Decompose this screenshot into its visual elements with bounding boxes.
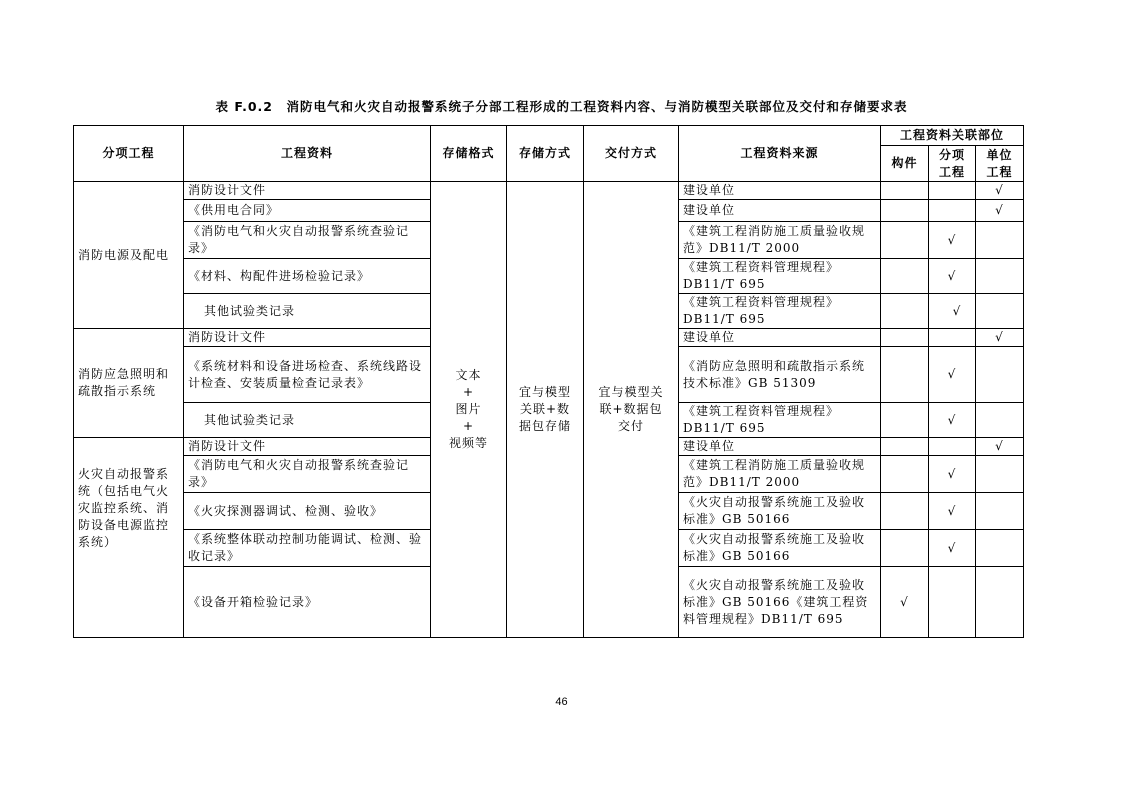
header-unit: 单位工程 bbox=[976, 146, 1024, 182]
material-cell: 消防设计文件 bbox=[184, 438, 431, 456]
group-name: 消防电源及配电 bbox=[74, 182, 184, 329]
sub-item-check: √ bbox=[929, 347, 976, 403]
material-cell: 消防设计文件 bbox=[184, 329, 431, 347]
header-assoc: 工程资料关联部位 bbox=[881, 126, 1024, 146]
page-number: 46 bbox=[555, 696, 568, 708]
source-cell: 《建筑工程资料管理规程》DB11/T 695 bbox=[679, 403, 881, 438]
header-material: 工程资料 bbox=[184, 126, 431, 182]
header-item: 分项工程 bbox=[74, 126, 184, 182]
source-cell: 《火灾自动报警系统施工及验收标准》GB 50166 bbox=[679, 530, 881, 567]
material-cell: 《系统材料和设备进场检查、系统线路设计检查、安装质量检查记录表》 bbox=[184, 347, 431, 403]
sub-item-check: √ bbox=[929, 294, 976, 329]
unit-check: √ bbox=[976, 182, 1024, 200]
group-name: 火灾自动报警系统（包括电气火灾监控系统、消防设备电源监控系统） bbox=[74, 438, 184, 638]
format-line: 文本 bbox=[455, 368, 482, 382]
material-cell: 《火灾探测器调试、检测、验收》 bbox=[184, 493, 431, 530]
header-format: 存储格式 bbox=[431, 126, 507, 182]
storage-line: 宜与模型 bbox=[518, 385, 571, 399]
header-component: 构件 bbox=[881, 146, 929, 182]
source-cell: 《建筑工程消防施工质量验收规范》DB11/T 2000 bbox=[679, 456, 881, 493]
sub-item-check: √ bbox=[929, 530, 976, 567]
header-storage: 存储方式 bbox=[507, 126, 584, 182]
shared-delivery bbox=[584, 182, 679, 638]
shared-storage bbox=[507, 182, 584, 638]
sub-item-check: √ bbox=[929, 403, 976, 438]
source-cell: 建设单位 bbox=[679, 182, 881, 200]
delivery-line: 宜与模型关 bbox=[598, 385, 664, 399]
source-cell: 《建筑工程资料管理规程》DB11/T 695 bbox=[679, 294, 881, 329]
source-cell: 建设单位 bbox=[679, 329, 881, 347]
header-delivery: 交付方式 bbox=[584, 126, 679, 182]
table-title: 表 F.0.2 消防电气和火灾自动报警系统子分部工程形成的工程资料内容、与消防模型关联部位及交付和存储要求表 bbox=[215, 99, 908, 114]
material-cell: 《系统整体联动控制功能调试、检测、验收记录》 bbox=[184, 530, 431, 567]
material-cell: 其他试验类记录 bbox=[184, 294, 431, 329]
format-line: + bbox=[462, 385, 475, 399]
material-cell: 《消防电气和火灾自动报警系统查验记录》 bbox=[184, 456, 431, 493]
source-cell: 《建筑工程消防施工质量验收规范》DB11/T 2000 bbox=[679, 222, 881, 259]
component-check: √ bbox=[881, 567, 929, 638]
material-cell: 《供用电合同》 bbox=[184, 200, 431, 222]
unit-check: √ bbox=[976, 329, 1024, 347]
source-cell: 《火灾自动报警系统施工及验收标准》GB 50166 bbox=[679, 493, 881, 530]
unit-check: √ bbox=[976, 438, 1024, 456]
material-cell: 《设备开箱检验记录》 bbox=[184, 567, 431, 638]
material-cell: 消防设计文件 bbox=[184, 182, 431, 200]
delivery-line: 联+数据包 bbox=[599, 402, 663, 416]
sub-item-check: √ bbox=[929, 259, 976, 294]
source-cell: 《火灾自动报警系统施工及验收标准》GB 50166《建筑工程资料管理规程》DB11/T 695 bbox=[679, 567, 881, 638]
shared-format bbox=[431, 182, 507, 638]
group-name: 消防应急照明和疏散指示系统 bbox=[74, 329, 184, 438]
storage-line: 据包存储 bbox=[518, 419, 571, 433]
material-cell: 其他试验类记录 bbox=[184, 403, 431, 438]
source-cell: 《建筑工程资料管理规程》DB11/T 695 bbox=[679, 259, 881, 294]
storage-line: 关联+数 bbox=[519, 402, 571, 416]
delivery-line: 交付 bbox=[617, 419, 644, 433]
sub-item-check: √ bbox=[929, 456, 976, 493]
format-line: 视频等 bbox=[448, 436, 488, 450]
header-sub-item: 分项工程 bbox=[929, 146, 976, 182]
unit-check: √ bbox=[976, 200, 1024, 222]
sub-item-check: √ bbox=[929, 493, 976, 530]
header-source: 工程资料来源 bbox=[679, 126, 881, 182]
source-cell: 建设单位 bbox=[679, 438, 881, 456]
sub-item-check: √ bbox=[929, 222, 976, 259]
format-line: 图片 bbox=[455, 402, 482, 416]
material-cell: 《材料、构配件进场检验记录》 bbox=[184, 259, 431, 294]
material-cell: 《消防电气和火灾自动报警系统查验记录》 bbox=[184, 222, 431, 259]
source-cell: 建设单位 bbox=[679, 200, 881, 222]
format-line: + bbox=[462, 419, 475, 433]
requirements-table bbox=[73, 125, 1024, 638]
source-cell: 《消防应急照明和疏散指示系统技术标准》GB 51309 bbox=[679, 347, 881, 403]
